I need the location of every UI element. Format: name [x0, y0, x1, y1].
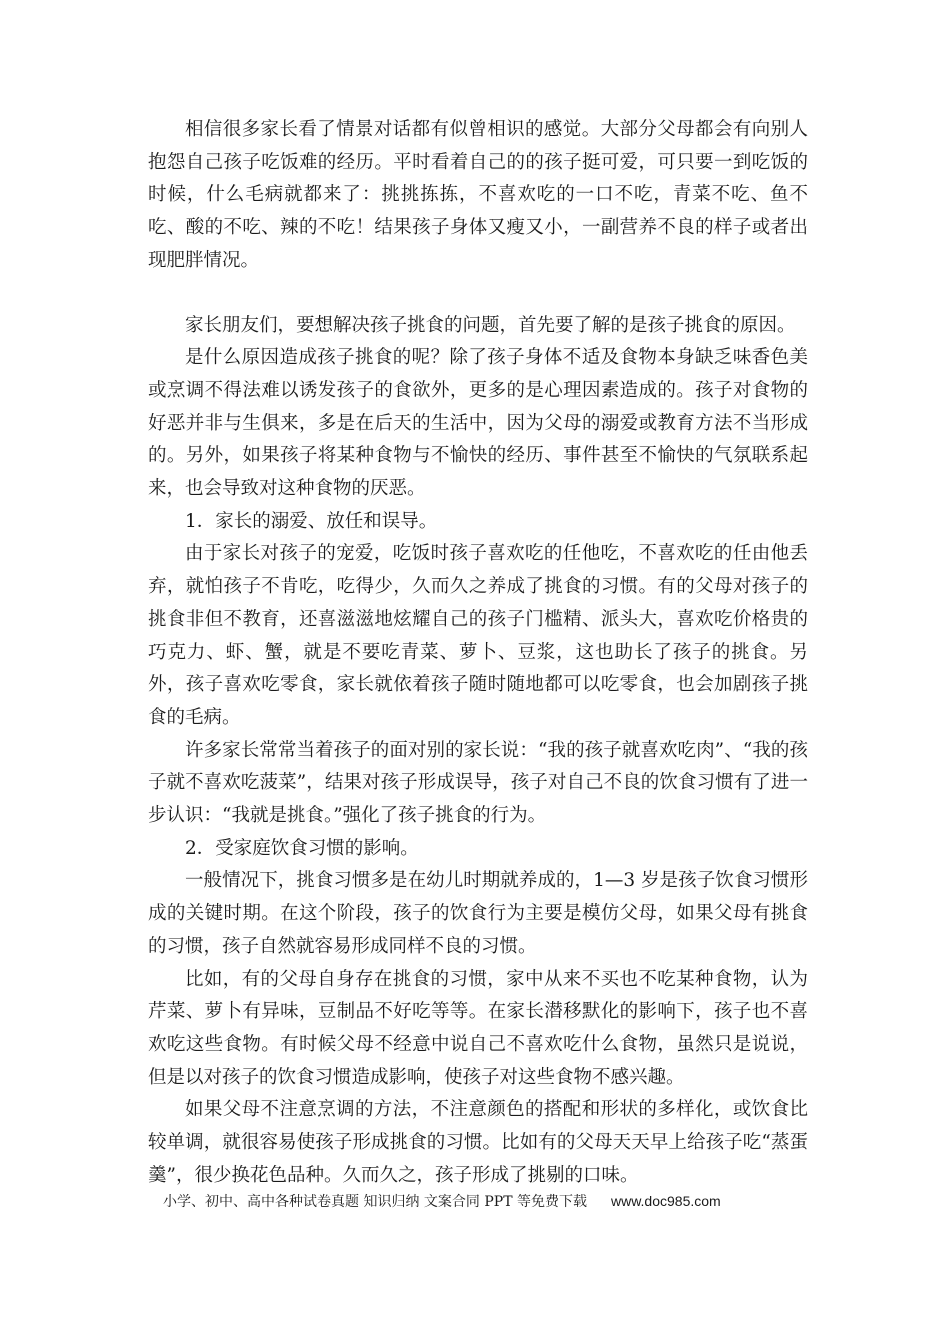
paragraph-cause-intro: 家长朋友们，要想解决孩子挑食的问题，首先要了解的是孩子挑食的原因。: [185, 314, 796, 336]
paragraph-intro: 相信很多家长看了情景对话都有似曾相识的感觉。大部分父母都会有向别人抱怨自己孩子吃饭难的经历。平时看着自己的的孩子挺可爱，可只要一到吃饭的时候，什么毛病就都来了：挑挑拣拣，不喜欢吃的一口不吃，青菜不吃、鱼不吃、酸的不吃、辣的不吃！结果孩子身体又瘦又小，一副营养不良的样子或者出现肥胖情况。: [148, 119, 808, 271]
section-heading-1: 1．家长的溺爱、放任和误导。: [185, 510, 438, 532]
paragraph-habits: 一般情况下，挑食习惯多是在幼儿时期就养成的，1—3 岁是孩子饮食习惯形成的关键时期。在这个阶段，孩子的饮食行为主要是模仿父母，如果父母有挑食的习惯，孩子自然就容易形成同样不良的习惯。: [148, 870, 808, 957]
paragraph-misguidance: 许多家长常常当着孩子的面对别的家长说：“我的孩子就喜欢吃肉”、“我的孩子就不喜欢吃菠菜”，结果对孩子形成误导，孩子对自己不良的饮食习惯有了进一步认识：“我就是挑食。”强化了孩子挑食的行为。: [148, 739, 808, 827]
paragraph-cause-explanation: 是什么原因造成孩子挑食的呢？除了孩子身体不适及食物本身缺乏味香色美或烹调不得法难以诱发孩子的食欲外，更多的是心理因素造成的。孩子对食物的好恶并非与生俱来，多是在后天的生活中，因为父母的溺爱或教育方法不当形成的。另外，如果孩子将某种食物与不愉快的经历、事件甚至不愉快的气氛联系起来，也会导致对这种食物的厌恶。: [148, 347, 808, 500]
paragraph-example: 比如，有的父母自身存在挑食的习惯，家中从来不买也不吃某种食物，认为芹菜、萝卜有异味，豆制品不好吃等等。在家长潜移默化的影响下，孩子也不喜欢吃这些食物。有时候父母不经意中说自己不喜欢吃什么食物，虽然只是说说，但是以对孩子的饮食习惯造成影响，使孩子对这些食物不感兴趣。: [148, 968, 808, 1088]
article-body: [148, 114, 808, 1193]
paragraph-spoiling: 由于家长对孩子的宠爱，吃饭时孩子喜欢吃的任他吃，不喜欢吃的任由他丢弃，就怕孩子不肯吃，吃得少，久而久之养成了挑食的习惯。有的父母对孩子的挑食非但不教育，还喜滋滋地炫耀自己的孩子门槛精、派头大，喜欢吃价格贵的巧克力、虾、蟹，就是不要吃青菜、萝卜、豆浆，这也助长了孩子的挑食。另外，孩子喜欢吃零食，家长就依着孩子随时随地都可以吃零食，也会加剧孩子挑食的毛病。: [148, 543, 808, 728]
section-heading-2: 2．受家庭饮食习惯的影响。: [185, 837, 419, 859]
paragraph-cooking: 如果父母不注意烹调的方法，不注意颜色的搭配和形状的多样化，或饮食比较单调，就很容易使孩子形成挑食的习惯。比如有的父母天天早上给孩子吃“蒸蛋羹”，很少换花色品种。久而久之，孩子形成了挑剔的口味。: [148, 1099, 808, 1186]
footer-link[interactable]: www.doc985.com: [610, 1193, 721, 1209]
page-footer: [163, 1191, 803, 1212]
footer-text: 小学、初中、高中各种试卷真题 知识归纳 文案合同 PPT 等免费下载: [163, 1194, 587, 1210]
